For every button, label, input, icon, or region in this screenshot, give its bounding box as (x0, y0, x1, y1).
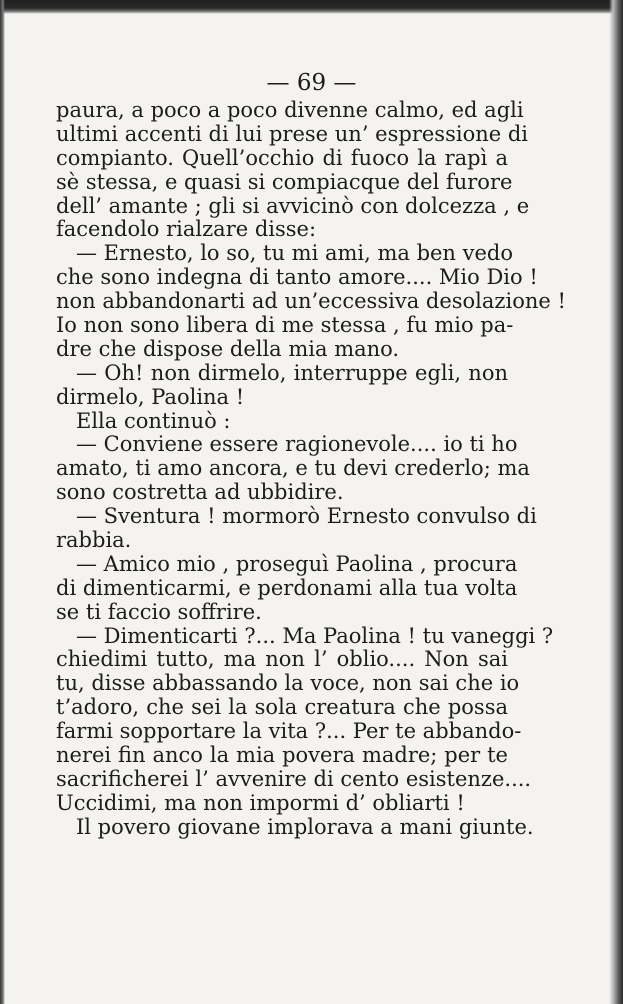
text-line: Il povero giovane implorava a mani giunte. (76, 814, 534, 839)
text-line: — Dimenticarti ?... Ma Paolina ! tu vaneggi ? (76, 623, 554, 648)
text-line: — Ernesto, lo so, tu mi ami, ma ben vedo (76, 241, 514, 266)
text-line: farmi sopportare la vita ?... Per te abbando- (56, 719, 522, 744)
text-line: compianto. Quell’occhio di fuoco la rapì a (56, 145, 508, 170)
text-line: amato, ti amo ancora, e tu devi crederlo; ma (56, 456, 530, 481)
text-line: — Sventura ! mormorò Ernesto convulso di (76, 504, 537, 529)
text-line: che sono indegna di tanto amore.... Mio Dio ! (56, 265, 538, 290)
text-line: t’adoro, che sei la sola creatura che possa (56, 695, 508, 720)
text-line: rabbia. (56, 528, 132, 553)
text-line: se ti faccio soffrire. (56, 599, 262, 624)
text-line: Uccidimi, ma non impormi d’ obliarti ! (56, 790, 465, 815)
scan-left-edge (0, 0, 5, 1004)
text-line: tu, disse abbassando la voce, non sai che io (56, 671, 520, 696)
text-line: — Amico mio , proseguì Paolina , procura (76, 551, 518, 576)
text-line: Io non sono libera di me stessa , fu mio pa- (56, 313, 514, 338)
text-line: dre che dispose della mia mano. (56, 336, 400, 361)
text-line: ultimi accenti di lui prese un’ espressione di (56, 121, 528, 146)
scan-right-edge (609, 0, 623, 1004)
text-line: paura, a poco a poco divenne calmo, ed agli (56, 98, 524, 122)
text-line: Ella continuò : (76, 408, 231, 433)
text-line: — Oh! non dirmelo, interruppe egli, non (76, 360, 508, 385)
scan-top-edge (0, 0, 623, 14)
body-text (56, 98, 566, 840)
text-line: di dimenticarmi, e perdonami alla tua volta (56, 575, 518, 600)
text-line: nerei fin anco la mia povera madre; per te (56, 743, 508, 768)
text-line: dirmelo, Paolina ! (56, 384, 245, 409)
text-line: dell’ amante ; gli si avvicinò con dolcezza , e (56, 193, 530, 218)
text-line: non abbandonarti ad un’eccessiva desolazione ! (56, 289, 566, 314)
page-number: — 69 — (266, 70, 357, 96)
text-line: facendolo rialzare disse: (56, 217, 317, 242)
text-line: — Conviene essere ragionevole.... io ti ho (76, 432, 518, 457)
text-line: sè stessa, e quasi si compiacque del furore (56, 169, 513, 194)
text-line: sono costretta ad ubbidire. (56, 480, 344, 505)
text-line: chiedimi tutto, ma non l’ oblio.... Non sai (56, 647, 508, 672)
text-line: sacrificherei l’ avvenire di cento esistenze.... (56, 766, 532, 791)
